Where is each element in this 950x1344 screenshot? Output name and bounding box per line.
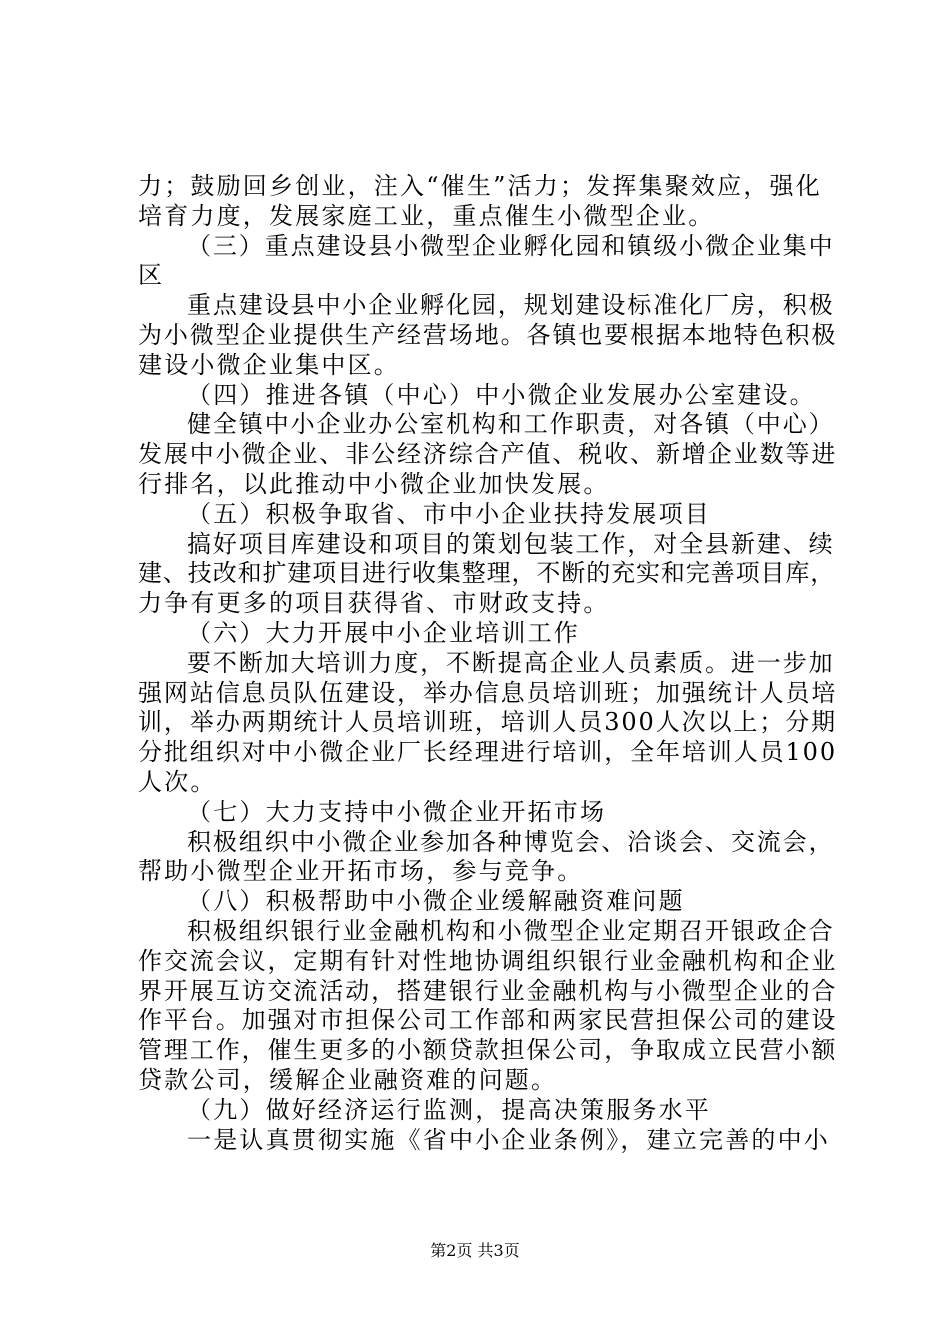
text-line: 行排名，以此推动中小微企业加快发展。: [138, 469, 610, 498]
section-heading: （三）重点建设县小微型企业孵化园和镇级小微企业集中: [187, 231, 835, 260]
text-line: 建、技改和扩建项目进行收集整理，不断的充实和完善项目库，: [138, 559, 836, 588]
section-heading: （八）积极帮助中小微企业缓解融资难问题: [187, 887, 685, 916]
text-line: 要不断加大培训力度，不断提高企业人员素质。进一步加: [187, 648, 835, 677]
section-heading: （七）大力支持中小微企业开拓市场: [187, 797, 607, 826]
section-heading: （四）推进各镇（中心）中小微企业发展办公室建设。: [187, 380, 816, 409]
section-heading: （五）积极争取省、市中小企业扶持发展项目: [187, 499, 711, 528]
text-line: 为小微型企业提供生产经营场地。各镇也要根据本地特色积极: [138, 320, 838, 349]
text-line: 强网站信息员队伍建设，举办信息员培训班；加强统计人员培: [138, 678, 838, 707]
text-line: 健全镇中小企业办公室机构和工作职责，对各镇（中心）: [187, 410, 835, 439]
text-line: 积极组织银行业金融机构和小微型企业定期召开银政企合: [187, 916, 835, 945]
text-line: 重点建设县中小企业孵化园，规划建设标准化厂房，积极: [187, 291, 835, 320]
text-line: 一是认真贯彻实施《省中小企业条例》，建立完善的中小: [187, 1125, 830, 1154]
text-line: 区: [138, 261, 165, 290]
section-heading: （六）大力开展中小企业培训工作: [187, 618, 580, 647]
section-heading: （九）做好经济运行监测，提高决策服务水平: [187, 1095, 711, 1124]
text-line: 力争有更多的项目获得省、市财政支持。: [138, 589, 610, 618]
text-line: 作平台。加强对市担保公司工作部和两家民营担保公司的建设: [138, 1006, 838, 1035]
text-line: 建设小微企业集中区。: [138, 350, 400, 379]
page-footer: 第2页 共3页: [430, 1241, 520, 1260]
text-line: 分批组织对中小微企业厂长经理进行培训，全年培训人员100: [138, 738, 838, 767]
text-line: 训，举办两期统计人员培训班，培训人员300人次以上；分期: [138, 708, 838, 737]
text-line: 人次。: [138, 767, 217, 796]
text-line: 积极组织中小微企业参加各种博览会、洽谈会、交流会，: [187, 827, 835, 856]
text-line: 发展中小微企业、非公经济综合产值、税收、新增企业数等进: [138, 440, 838, 469]
text-line: 培育力度，发展家庭工业，重点催生小微型企业。: [138, 201, 715, 230]
text-line: 界开展互访交流活动，搭建银行业金融机构与小微型企业的合: [138, 976, 838, 1005]
text-line: 帮助小微型企业开拓市场，参与竞争。: [138, 857, 584, 886]
text-line: 管理工作，催生更多的小额贷款担保公司，争取成立民营小额: [138, 1036, 838, 1065]
text-line: 力；鼓励回乡创业，注入“催生”活力；发挥集聚效应，强化: [138, 172, 822, 200]
text-line: 搞好项目库建设和项目的策划包装工作，对全县新建、续: [187, 529, 835, 558]
text-line: 贷款公司，缓解企业融资难的问题。: [138, 1065, 558, 1094]
body-text: [138, 172, 838, 1155]
text-line: 作交流会议，定期有针对性地协调组织银行业金融机构和企业: [138, 946, 838, 975]
